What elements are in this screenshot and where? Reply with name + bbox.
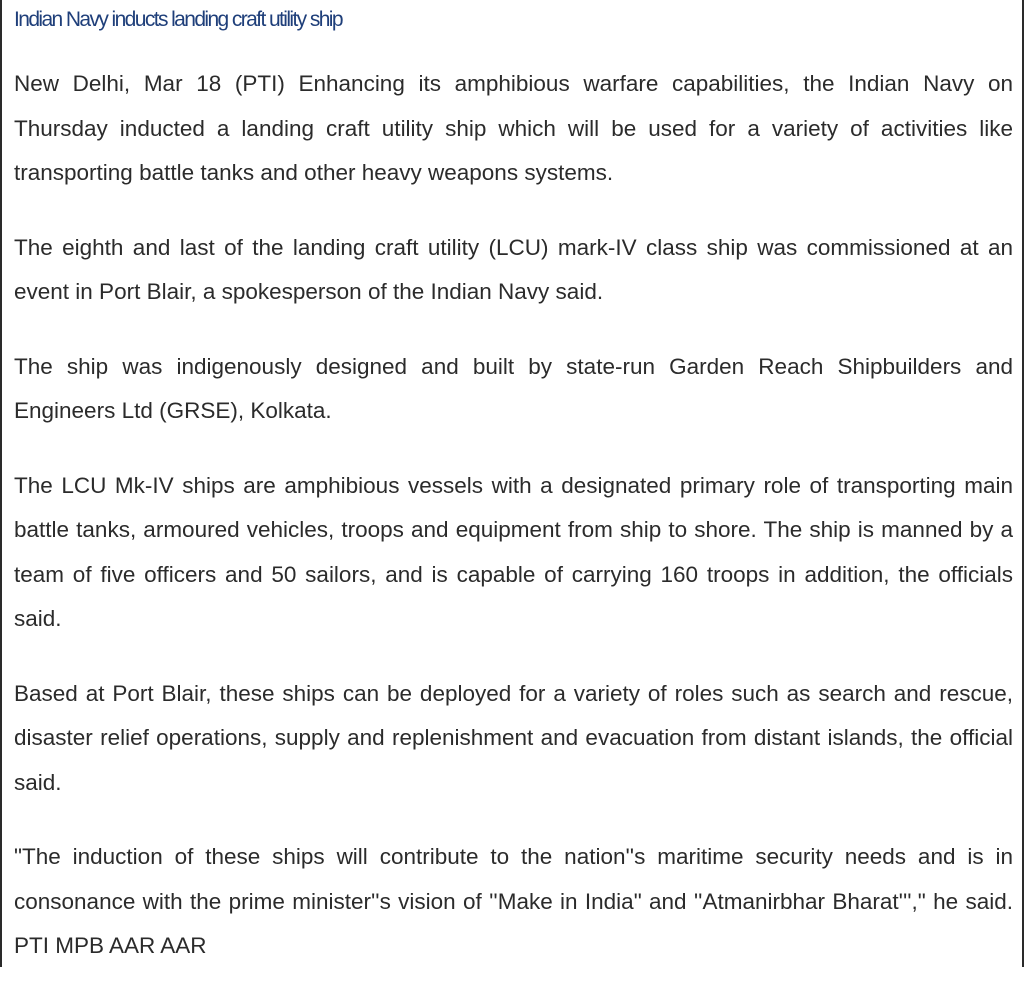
article-paragraph: The ship was indigenously designed and built by state-run Garden Reach Shipbuilders and Engineers Ltd (GRSE), Kolkata. <box>14 353 1013 423</box>
article-paragraph: Based at Port Blair, these ships can be deployed for a variety of roles such as search and rescue, disaster relief operations, supply and replenishment and evacuation from distant islands, the official said. <box>14 680 1013 795</box>
article-headline: Indian Navy inducts landing craft utility ship <box>14 8 342 31</box>
article-paragraph: "The induction of these ships will contribute to the nation''s maritime security needs and is in consonance with the prime minister''s vision of ''Make in India" and ''Atmanirbhar Bharat'''," he said. PTI MPB AAR AAR <box>14 844 1013 958</box>
article-paragraph: The LCU Mk-IV ships are amphibious vessels with a designated primary role of transporting main battle tanks, armoured vehicles, troops and equipment from ship to shore. The ship is manned by a team of five officers and 50 sailors, and is capable of carrying 160 troops in addition, the officials said. <box>14 472 1013 631</box>
article-paragraph: The eighth and last of the landing craft utility (LCU) mark-IV class ship was commissioned at an event in Port Blair, a spokesperson of the Indian Navy said. <box>14 234 1013 304</box>
article-body <box>14 62 1013 999</box>
article-paragraph: New Delhi, Mar 18 (PTI) Enhancing its amphibious warfare capabilities, the Indian Navy on Thursday inducted a landing craft utility ship which will be used for a variety of activities like transporting battle tanks and other heavy weapons systems. <box>14 71 1013 185</box>
